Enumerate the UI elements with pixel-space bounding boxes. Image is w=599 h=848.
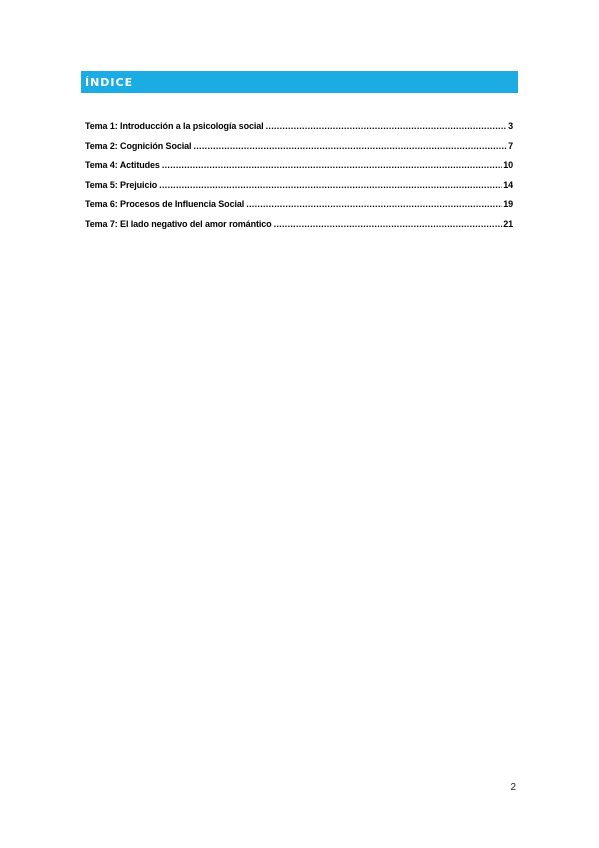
index-title: ÍNDICE xyxy=(85,75,134,89)
toc-dot-leader xyxy=(162,160,502,170)
index-header-banner xyxy=(81,71,518,93)
toc-entry-page: 10 xyxy=(503,160,513,171)
toc-entry-label: Tema 7: El lado negativo del amor romántico xyxy=(85,218,272,229)
toc-entry-tema-6[interactable] xyxy=(85,199,513,219)
toc-entry-page: 3 xyxy=(508,121,513,131)
page-number: 2 xyxy=(510,782,516,793)
toc-entry-page: 14 xyxy=(503,179,513,190)
toc-entry-label: Tema 5: Prejuicio xyxy=(85,179,158,190)
toc-entry-page: 21 xyxy=(503,218,513,229)
toc-entry-tema-1[interactable] xyxy=(85,121,513,141)
toc-dot-leader xyxy=(193,141,507,151)
toc-dot-leader xyxy=(159,180,502,190)
toc-entry-tema-5[interactable] xyxy=(85,180,513,200)
toc-entry-label: Tema 2: Cognición Social xyxy=(85,140,192,151)
toc-entry-tema-7[interactable] xyxy=(85,219,513,239)
toc-entry-label: Tema 1: Introducción a la psicología social xyxy=(85,121,264,131)
table-of-contents xyxy=(85,121,513,239)
toc-dot-leader xyxy=(274,219,503,229)
toc-entry-tema-2[interactable] xyxy=(85,141,513,161)
toc-entry-page: 19 xyxy=(503,199,513,210)
toc-entry-label: Tema 6: Procesos de Influencia Social xyxy=(85,199,245,210)
toc-entry-page: 7 xyxy=(508,140,513,151)
toc-dot-leader xyxy=(266,121,508,131)
toc-entry-tema-4[interactable] xyxy=(85,160,513,180)
toc-entry-label: Tema 4: Actitudes xyxy=(85,160,160,171)
toc-dot-leader xyxy=(246,199,502,209)
